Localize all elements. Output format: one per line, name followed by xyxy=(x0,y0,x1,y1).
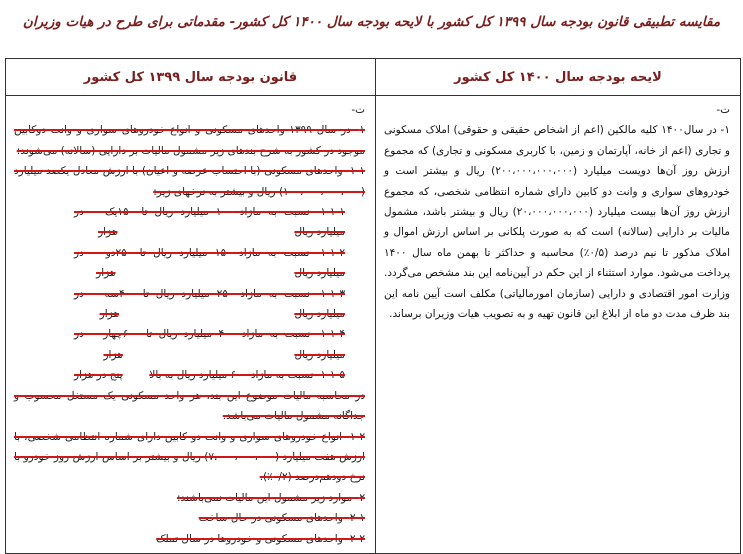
tax-bracket-range: ۱-۱-۴- نسبت به مازاد ۴۰۰ میلیارد ریال تا ۶۰۰ میلیارد ریال xyxy=(122,328,345,361)
tax-bracket-range: ۱-۱-۳- نسبت به مازاد ۲۵۰ میلیارد ریال تا ۴۰۰ میلیارد ریال xyxy=(119,287,345,321)
tax-bracket-rate: دو در هزار xyxy=(74,246,116,280)
tax-bracket-row xyxy=(14,243,365,284)
tax-bracket-row xyxy=(14,284,365,325)
bill-clause-paragraph: وزارت امور اقتصادی و دارایی (سازمان امورمالیاتی) مکلف است آیین نامه این بند ظرف مدت دو ماه از ابلاغ این قانون تهیه و به تصویب هیات وزیران برساند. xyxy=(384,287,730,321)
header-law-1399: قانون بودجه سال ۱۳۹۹ کل کشور xyxy=(6,59,376,96)
tax-bracket-range: ۱-۱-۲- نسبت به مازاد ۱۵۰ میلیارد ریال تا ۲۵۰ میلیارد ریال xyxy=(115,246,345,280)
tax-bracket-range: ۱-۱-۱- نسبت به مازاد ۱۰۰ میلیارد ریال تا ۱۵۰ میلیارد ریال xyxy=(117,206,345,239)
tax-bracket-rate: یک در هزار xyxy=(74,206,118,239)
page-title: مقایسه تطبیقی قانون بودجه سال ۱۳۹۹ کل کشور با لایحه بودجه سال ۱۴۰۰ کل کشور- مقدماتی برای طرح در هیات وزیران xyxy=(22,14,721,30)
law-clause-paragraph: ۱- در سال ۱۳۹۹ واحدهای مسکونی و انواع خودروهای سواری و وانت دوکابین موجود در کشور به شرح بندهای زیر مشمول مالیات بر دارایی (سالانه) می‌شوند: xyxy=(14,124,365,157)
law-clause-paragraph: ۲- موارد زیر مشمول این مالیات نمی‌باشند: xyxy=(176,491,365,504)
tax-bracket-row xyxy=(14,202,365,243)
tax-bracket-rate: سه در هزار xyxy=(74,287,120,321)
header-bill-1400: لایحه بودجه سال ۱۴۰۰ کل کشور xyxy=(376,59,741,96)
law-clause-paragraph: ۲-۲- واحدهای مسکونی و خودروها در سال تملک xyxy=(156,532,365,545)
tax-bracket-range: ۱-۱-۵- نسبت به مازاد ۶۰۰ میلیارد ریال به بالا xyxy=(149,369,345,382)
tax-bracket-rate: پنج در هزار xyxy=(74,369,123,382)
law-clause-paragraph: در محاسبه مالیات موضوع این بند، هر واحد مسکونی یک مستغل محسوب و جداگانه مشمول مالیات می‌باشد. xyxy=(14,389,365,423)
law-clause-paragraph: ۱-۲- انواع خودروهای سواری و وانت دو کابین دارای شماره انتظامی شخصی، با ارزش هفت میلیارد (۷،۰۰۰،۰۰۰،۰۰۰) ریال و بیشتر بر اساس ارزش روز خودرو با نرخ دودهم‌درصد (۰/۲٪). xyxy=(14,430,365,484)
tax-bracket-rate: چهار در هزار xyxy=(74,328,123,361)
tax-bracket-row xyxy=(14,365,365,385)
bill-clause-code: ت- xyxy=(716,104,730,116)
law-clause-paragraph: ۱-۱- واحدهای مسکونی (با احتساب عرصه و اعیان) با ارزش معادل یکصد میلیارد (۱۰۰،۰۰۰،۰۰۰،۰۰۰) ریال و بیشتر به نرخهای زیر: xyxy=(14,165,365,198)
law-clause-paragraph: ۲-۱- واحدهای مسکونی در حال ساخت xyxy=(198,512,365,525)
comparison-table xyxy=(5,58,741,554)
bill-clause-paragraph: ۱- در سال۱۴۰۰ کلیه مالکین (اعم از اشخاص حقیقی و حقوقی) املاک مسکونی و تجاری (اعم از خانه، آپارتمان و زمین، با کاربری مسکونی و تجاری) که مجموع ارزش روز آن‌ها دویست میلیارد (۲۰۰،۰۰۰،۰۰۰،۰۰۰) ریال و بیشتر است و خودروهای سواری و وانت دو کابین دارای شماره انتظامی شخصی، که مجموع ارزش روز آن‌ها بیست میلیارد (۲۰،۰۰۰،۰۰۰،۰۰۰) ریال و بیشتر باشد، مشمول مالیات بر دارایی (سالانه) است که به صورت پلکانی بر اساس ارزش اموال و املاک مذکور تا نیم درصد (۰/۵٪) محاسبه و حداکثر تا بهمن ماه سال ۱۴۰۰ پرداخت می‌شود. موارد استثناء از این حکم در آیین‌نامه این بند مشخص می‌گردد. xyxy=(384,124,730,280)
bill-1400-cell xyxy=(376,96,741,554)
tax-bracket-row xyxy=(14,324,365,365)
law-1399-cell xyxy=(6,96,376,554)
law-clause-code: ت- xyxy=(351,104,365,116)
